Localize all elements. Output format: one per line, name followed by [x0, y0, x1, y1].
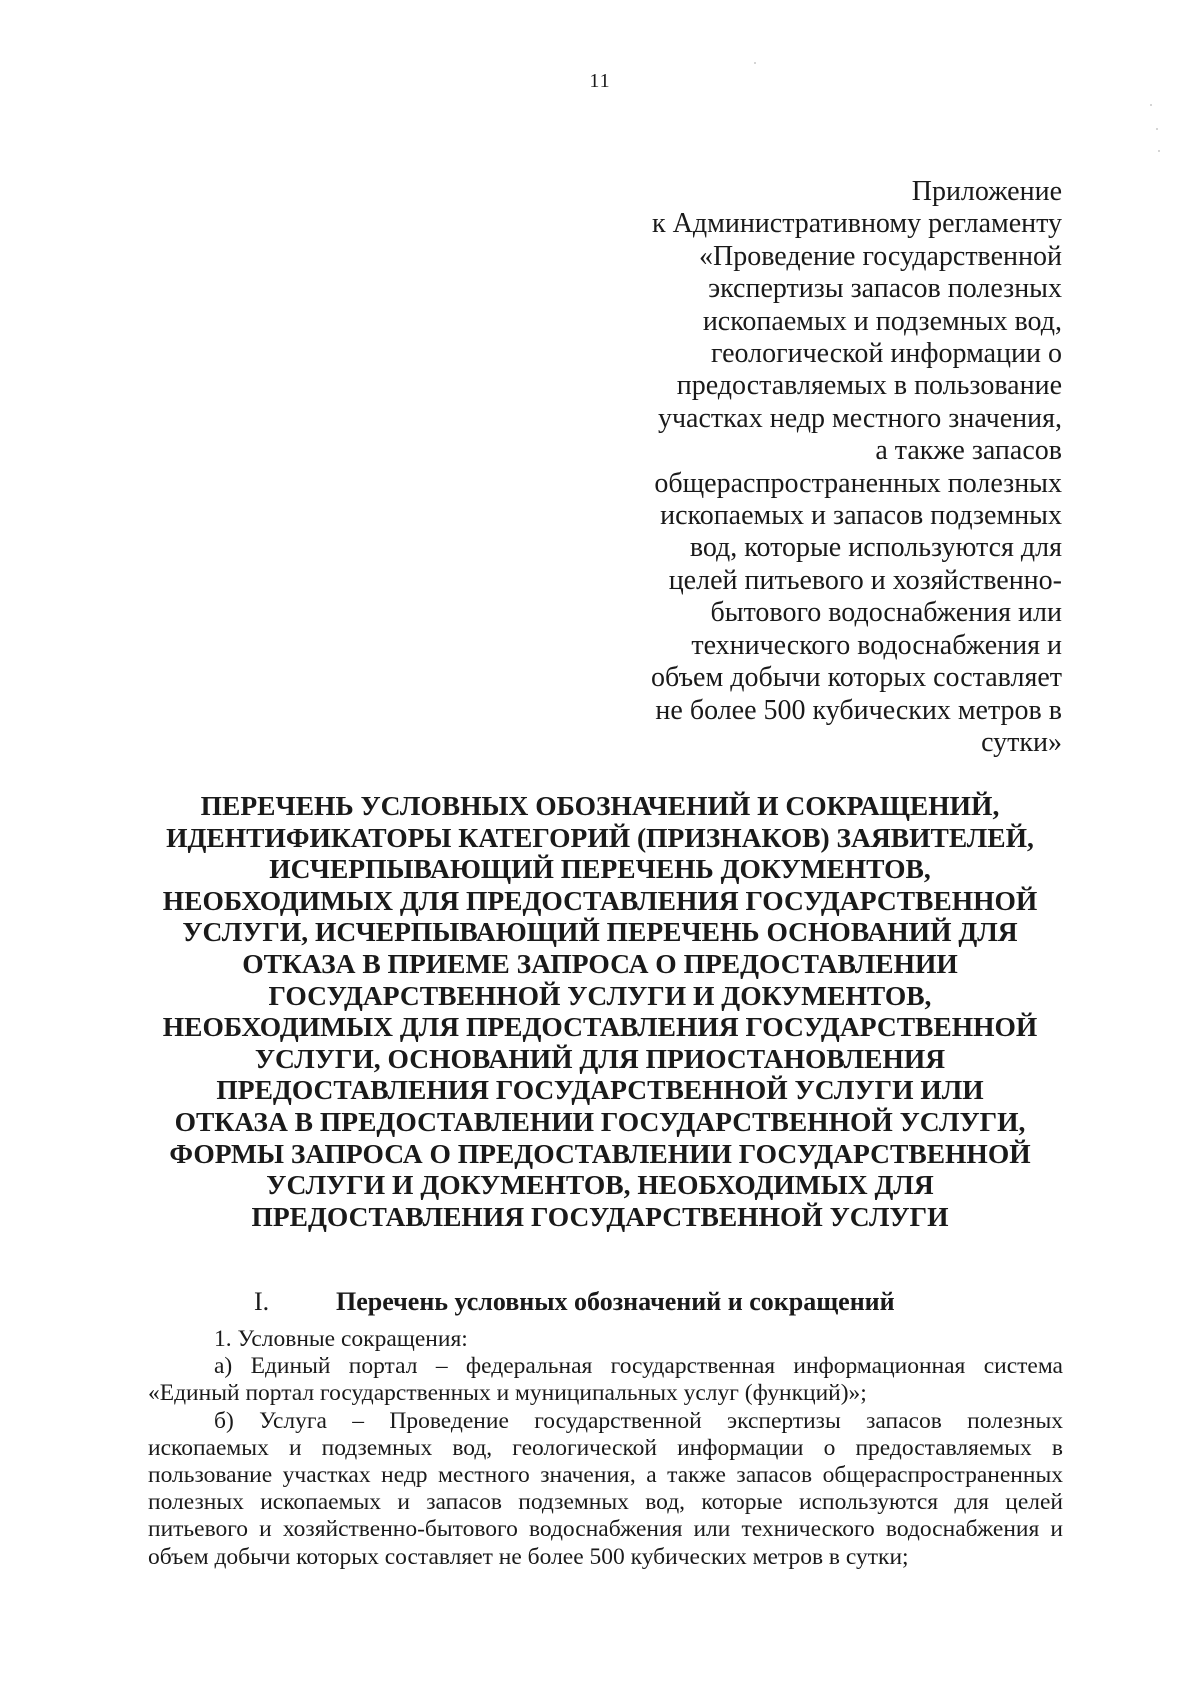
title-line: ИСЧЕРПЫВАЮЩИЙ ПЕРЕЧЕНЬ ДОКУМЕНТОВ,	[269, 853, 931, 885]
title-line: ФОРМЫ ЗАПРОСА О ПРЕДОСТАВЛЕНИИ ГОСУДАРСТВЕННОЙ	[169, 1137, 1031, 1169]
appendix-line: Приложение	[911, 176, 1062, 207]
paragraph-line: б) Услуга – Проведение государственной экспертизы запасов полезных	[214, 1407, 1063, 1434]
appendix-line: бытового водоснабжения или	[710, 597, 1062, 629]
section-title: Перечень условных обозначений и сокращений	[336, 1287, 895, 1316]
appendix-line: предоставляемых в пользование	[676, 370, 1062, 402]
appendix-line: вод, которые используются для	[689, 532, 1062, 564]
scan-speck	[754, 62, 756, 64]
paragraph-conventions: 1. Условные сокращения:	[214, 1326, 468, 1352]
title-line: УСЛУГИ, ОСНОВАНИЙ ДЛЯ ПРИОСТАНОВЛЕНИЯ	[254, 1042, 946, 1074]
title-line: ПЕРЕЧЕНЬ УСЛОВНЫХ ОБОЗНАЧЕНИЙ И СОКРАЩЕНИЙ,	[200, 790, 1000, 821]
paragraph-line: полезных ископаемых и запасов подземных вод, которые используются для целей	[148, 1489, 1063, 1516]
scan-speck	[1150, 104, 1152, 106]
paragraph-line: питьевого и хозяйственно-бытового водоснабжения или технического водоснабжения и	[148, 1516, 1063, 1543]
appendix-line: общераспространенных полезных	[654, 467, 1062, 499]
appendix-line: ископаемых и подземных вод,	[702, 305, 1062, 337]
document-title	[150, 790, 1050, 1232]
appendix-line: к Административному регламенту	[652, 208, 1062, 240]
scan-speck	[1156, 128, 1158, 130]
paragraph-item-a	[148, 1353, 1063, 1407]
title-line: ИДЕНТИФИКАТОРЫ КАТЕГОРИЙ (ПРИЗНАКОВ) ЗАЯВИТЕЛЕЙ,	[166, 821, 1034, 853]
appendix-line: «Проведение государственной	[699, 240, 1062, 272]
title-line: ОТКАЗА В ПРИЕМЕ ЗАПРОСА О ПРЕДОСТАВЛЕНИИ	[242, 947, 958, 979]
title-line: УСЛУГИ И ДОКУМЕНТОВ, НЕОБХОДИМЫХ ДЛЯ	[266, 1169, 934, 1201]
title-line: ПРЕДОСТАВЛЕНИЯ ГОСУДАРСТВЕННОЙ УСЛУГИ	[251, 1200, 949, 1232]
appendix-line: ископаемых и запасов подземных	[660, 500, 1062, 532]
title-line: ГОСУДАРСТВЕННОЙ УСЛУГИ И ДОКУМЕНТОВ,	[268, 979, 932, 1011]
title-line: ПРЕДОСТАВЛЕНИЯ ГОСУДАРСТВЕННОЙ УСЛУГИ ИЛИ	[216, 1074, 984, 1106]
appendix-line: не более 500 кубических метров в	[655, 694, 1062, 726]
appendix-block	[502, 176, 1062, 759]
appendix-line: технического водоснабжения и	[691, 629, 1062, 661]
paragraph-line: «Единый портал государственных и муниципальных услуг (функций)»;	[148, 1380, 867, 1407]
paragraph-line: ископаемых и подземных вод, геологической информации о предоставляемых в	[148, 1434, 1063, 1461]
paragraph-item-b	[148, 1408, 1063, 1571]
paragraph-line: пользование участках недр местного значения, а также запасов общераспространенных	[148, 1462, 1063, 1489]
body-text	[148, 1326, 1063, 1571]
appendix-line: сутки»	[981, 726, 1062, 758]
title-line: НЕОБХОДИМЫХ ДЛЯ ПРЕДОСТАВЛЕНИЯ ГОСУДАРСТВЕННОЙ	[162, 1011, 1038, 1043]
appendix-line: геологической информации о	[710, 338, 1062, 370]
page-number: 11	[589, 70, 611, 92]
title-line: ОТКАЗА В ПРЕДОСТАВЛЕНИИ ГОСУДАРСТВЕННОЙ УСЛУГИ,	[174, 1105, 1026, 1137]
appendix-line: экспертизы запасов полезных	[708, 273, 1062, 305]
appendix-line: участках недр местного значения,	[657, 402, 1062, 434]
scan-speck	[1158, 150, 1160, 152]
section-number: I.	[254, 1287, 270, 1316]
appendix-line: целей питьевого и хозяйственно-	[668, 564, 1062, 596]
paragraph-line: а) Единый портал – федеральная государственная информационная система	[214, 1353, 1063, 1380]
title-line: УСЛУГИ, ИСЧЕРПЫВАЮЩИЙ ПЕРЕЧЕНЬ ОСНОВАНИЙ ДЛЯ	[182, 916, 1018, 948]
appendix-line: а также запасов	[875, 435, 1062, 467]
paragraph-line: объем добычи которых составляет не более 500 кубических метров в сутки;	[148, 1543, 909, 1570]
section-heading	[254, 1286, 1054, 1318]
title-line: НЕОБХОДИМЫХ ДЛЯ ПРЕДОСТАВЛЕНИЯ ГОСУДАРСТВЕННОЙ	[162, 884, 1038, 916]
appendix-line: объем добычи которых составляет	[651, 662, 1062, 694]
